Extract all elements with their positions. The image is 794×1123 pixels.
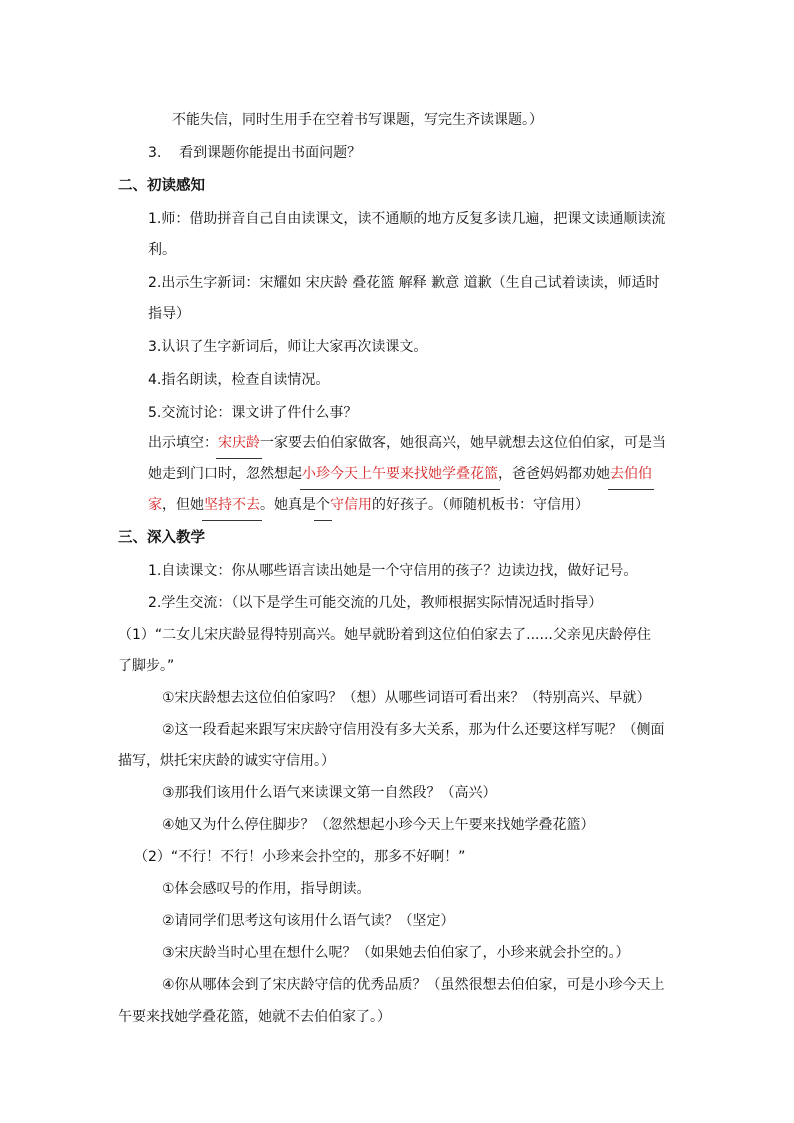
- quote-line: （1）“二女儿宋庆龄显得特别高兴。她早就盼着到这位伯伯家去了......父亲见庆龄停住: [118, 627, 651, 643]
- answer-blank-xiaozhen: 小珍今天上午要来找她学叠花篮: [302, 466, 498, 482]
- fill-text: 一家要去伯伯家做客，她很高兴，她早就想去这位伯伯家，可是当: [260, 435, 666, 451]
- sub-item: ④你从哪体会到了宋庆龄守信的优秀品质？（虽然很想去伯伯家，可是小珍今天上: [162, 977, 665, 993]
- sub-item: ④她又为什么停住脚步？（忽然想起小珍今天上午要来找她学叠花篮）: [162, 817, 595, 833]
- section-heading-2: 二、初读感知: [118, 178, 205, 194]
- paragraph-line: 1.自读课文：你从哪些语言读出她是一个守信用的孩子？边读边找，做好记号。: [148, 563, 638, 579]
- paragraph-line: 4.指名朗读，检查自读情况。: [148, 372, 330, 388]
- fill-text: ，爸爸妈妈都劝她: [498, 466, 610, 482]
- item-text: 看到课题你能提出书面问题？: [179, 145, 362, 161]
- paragraph-line: 不能失信，同时生用手在空着书写课题，写完生齐读课题。）: [172, 112, 543, 128]
- question-item-3: [148, 143, 361, 163]
- sub-item-cont: 午要来找她学叠花篮，她就不去伯伯家了。）: [118, 1009, 391, 1025]
- paragraph-line: 3.认识了生字新词后，师让大家再次读课文。: [148, 339, 428, 355]
- fill-text: 的好孩子。（师随机板书：守信用）: [372, 497, 589, 513]
- fill-text: 。她真是: [260, 497, 316, 513]
- answer-blank-song-qingling: 宋庆龄: [218, 435, 260, 451]
- paragraph-line: 2.出示生字新词：宋耀如 宋庆龄 叠花篮 解释 歉意 道歉（生自己试着读读，师适时: [148, 275, 660, 291]
- quote-line: 了脚步。”: [118, 658, 175, 674]
- paragraph-line: 利。: [148, 242, 176, 258]
- paragraph-line: 指导）: [148, 306, 190, 322]
- item-number: 3.: [148, 145, 162, 161]
- sub-item: ③宋庆龄当时心里在想什么呢？（如果她去伯伯家了，小珍来就会扑空的。）: [162, 945, 630, 961]
- fill-text: 出示填空：: [148, 435, 218, 451]
- answer-blank-insist: 坚持不去: [204, 497, 260, 513]
- sub-item: ②请同学们思考这句该用什么语气读？（坚定）: [162, 913, 455, 929]
- sub-item: ③那我们该用什么语气来读课文第一自然段？（高兴）: [162, 785, 497, 801]
- paragraph-line: 5.交流讨论：课文讲了件什么事？: [148, 405, 358, 421]
- quote-line: （2）“不行！不行！小珍来会扑空的，那多不好啊！”: [134, 849, 466, 865]
- fill-blank-line-3: [148, 495, 589, 515]
- section-heading-3: 三、深入教学: [118, 530, 205, 546]
- blank-one: 个: [316, 497, 330, 513]
- fill-blank-line-2: [148, 464, 652, 484]
- sub-item-cont: 描写，烘托宋庆龄的诚实守信用。）: [118, 753, 335, 769]
- sub-item: ②这一段看起来跟写宋庆龄守信用没有多大关系，那为什么还要这样写呢？（侧面: [162, 722, 665, 738]
- sub-item: ①体会感叹号的作用，指导朗读。: [162, 881, 371, 897]
- fill-text: ，但她: [162, 497, 204, 513]
- paragraph-line: 1.师：借助拼音自己自由读课文，读不通顺的地方反复多读几遍，把课文读通顺读流: [148, 211, 666, 227]
- answer-trustworthy: 守信用: [330, 497, 372, 513]
- answer-blank-go-uncle: 去伯伯: [610, 466, 652, 482]
- sub-item: ①宋庆龄想去这位伯伯家吗？（想）从哪些词语可看出来？（特别高兴、早就）: [162, 690, 651, 706]
- fill-blank-line-1: [148, 433, 666, 453]
- answer-blank-go-uncle-cont: 家: [148, 497, 162, 513]
- paragraph-line: 2.学生交流：（以下是学生可能交流的几处，教师根据实际情况适时指导）: [148, 595, 603, 611]
- fill-text: 她走到门口时，忽然想起: [148, 466, 302, 482]
